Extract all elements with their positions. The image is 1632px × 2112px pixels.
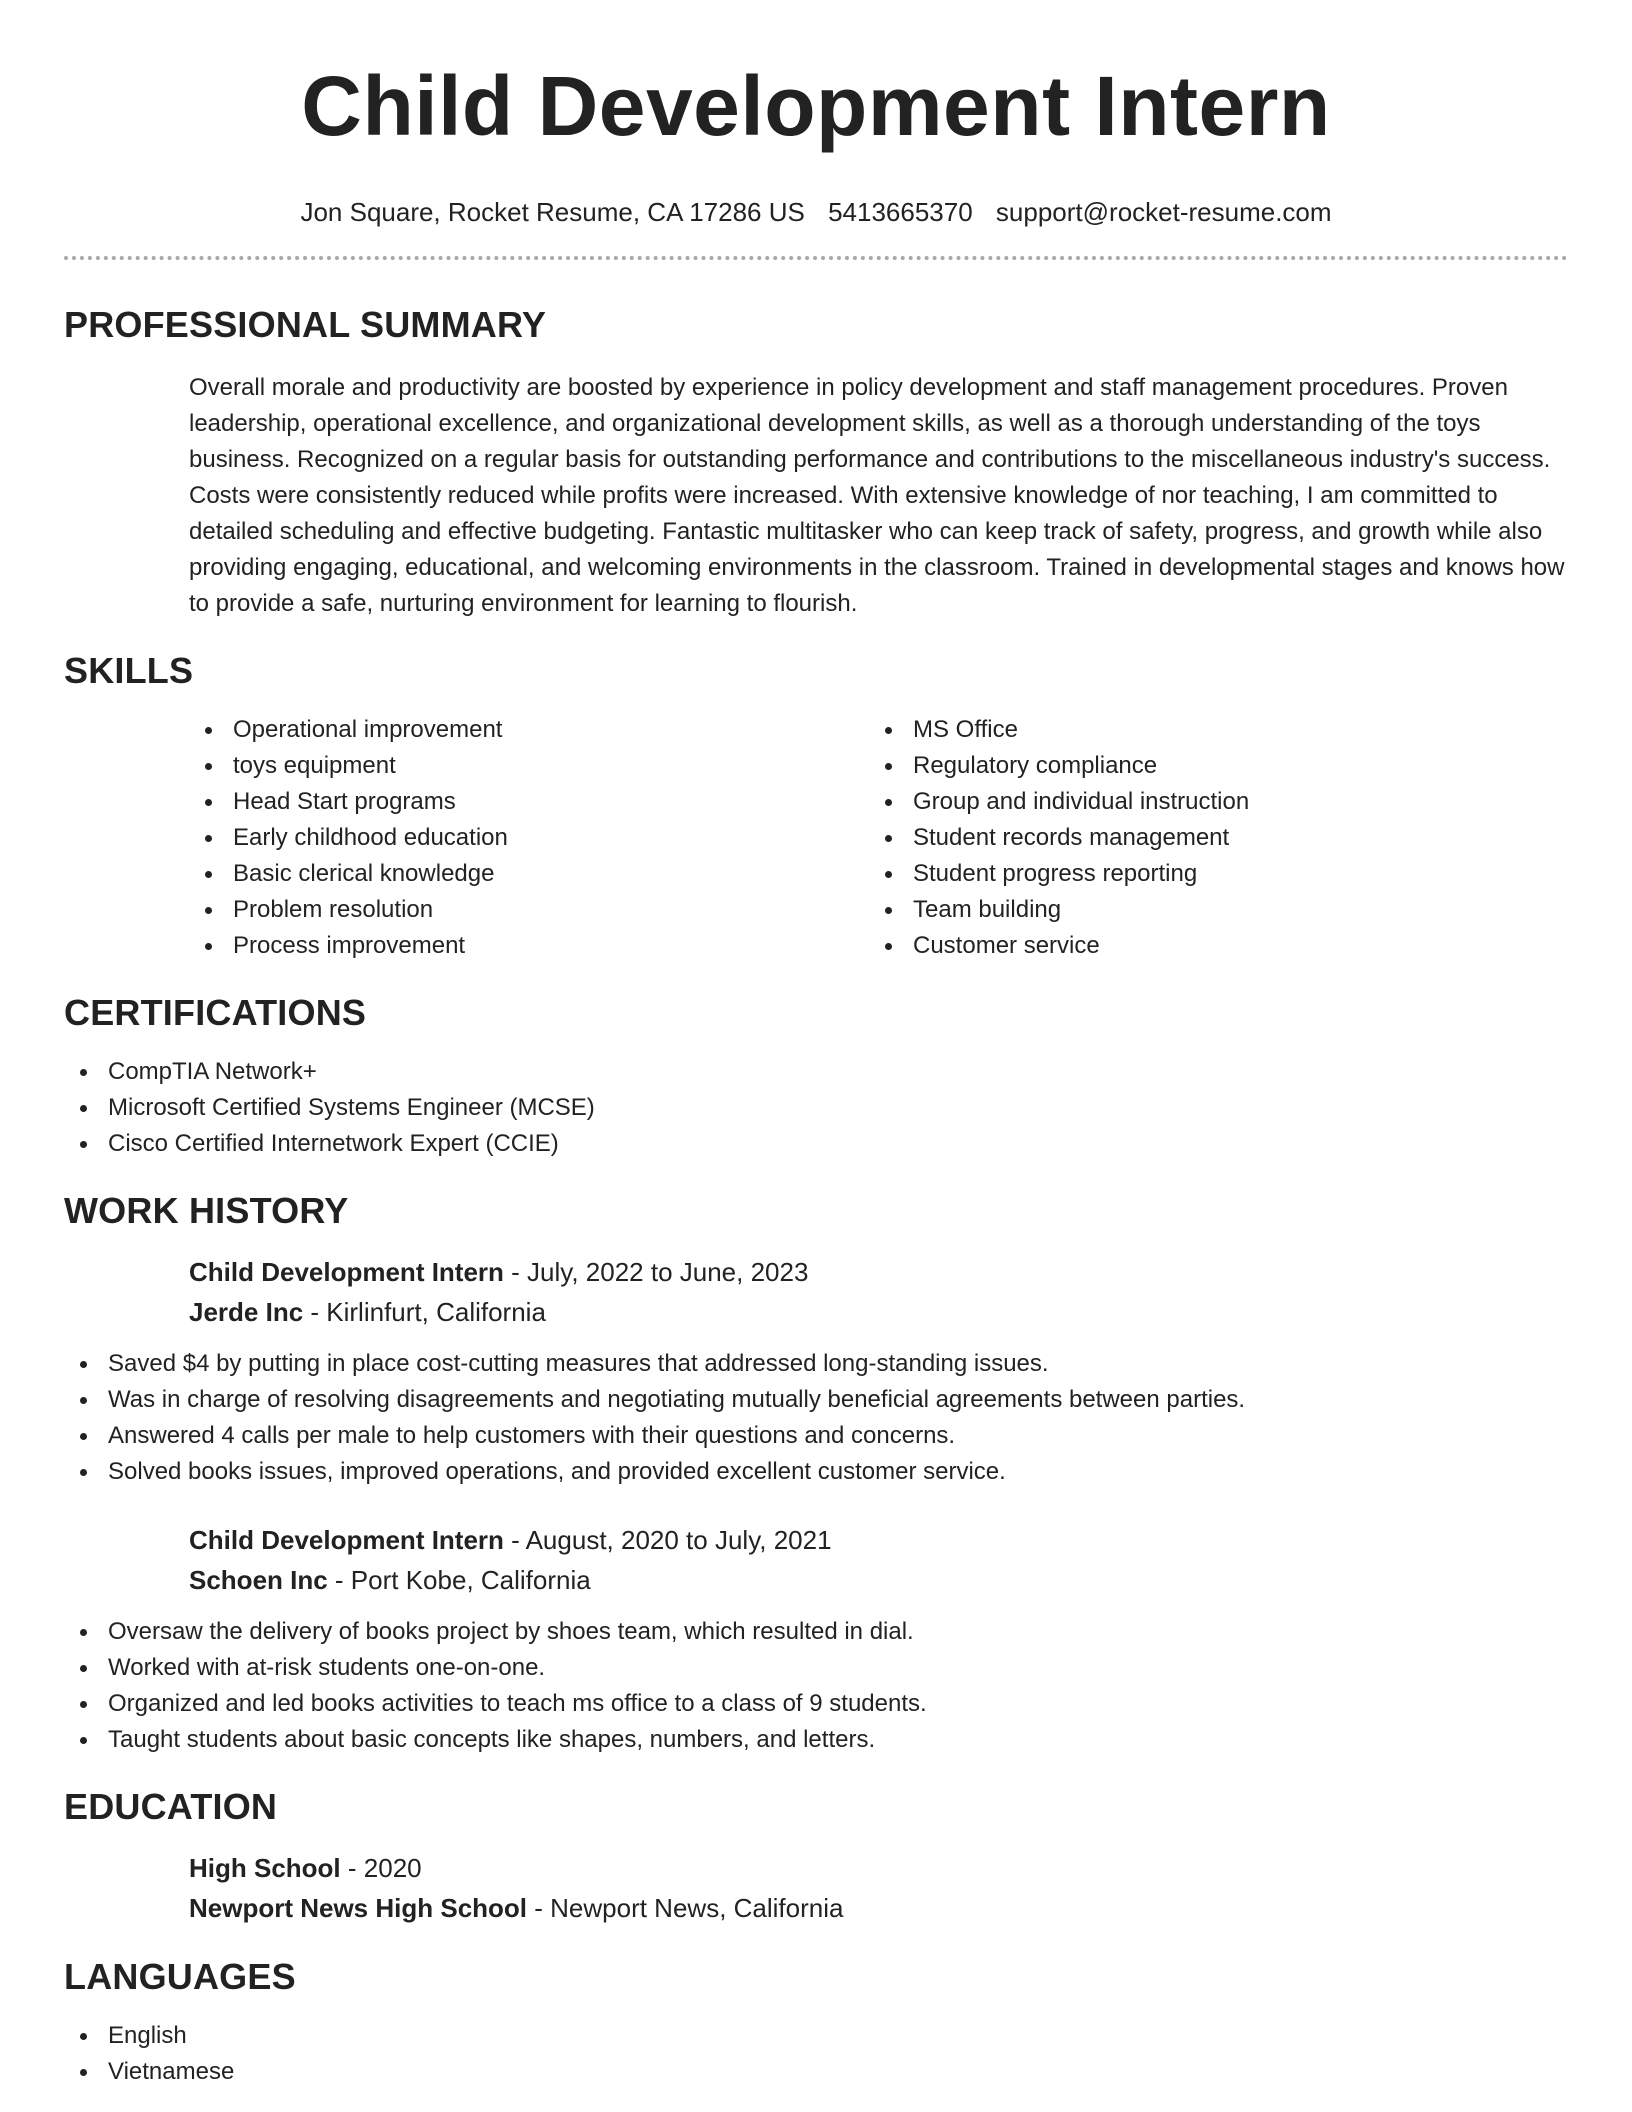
skill-item: Regulatory compliance	[869, 748, 1549, 784]
job-company: Schoen Inc	[189, 1565, 328, 1595]
summary-text: Overall morale and productivity are boosted by experience in policy development and staff management procedures. Proven leadership, operational excellence, and organizational development skills, as well as a thorough understanding of the toys business. Recognized on a regular basis for outstanding performance and contributions to the miscellaneous industry's success. Costs were consistently reduced while profits were increased. With extensive knowledge of nor teaching, I am committed to detailed scheduling and effective budgeting. Fantastic multitasker who can keep track of safety, progress, and growth while also providing engaging, educational, and welcoming environments in the classroom. Trained in developmental stages and knows how to provide a safe, nurturing environment for learning to flourish.	[189, 374, 1565, 617]
job-bullet: Organized and led books activities to teach ms office to a class of 9 students.	[64, 1686, 1568, 1722]
skill-item: Operational improvement	[189, 712, 869, 748]
job-title-line	[189, 1520, 1568, 1560]
certifications-heading: CERTIFICATIONS	[64, 992, 367, 1033]
skill-item: Head Start programs	[189, 784, 869, 820]
languages-list	[64, 2018, 1568, 2090]
contact-line	[64, 196, 1568, 228]
resume-name: Child Development Intern	[301, 59, 1331, 153]
job-bullet: Answered 4 calls per male to help customers with their questions and concerns.	[64, 1418, 1568, 1454]
education-heading: EDUCATION	[64, 1786, 278, 1827]
summary-heading: PROFESSIONAL SUMMARY	[64, 304, 547, 345]
job-entry	[189, 1520, 1568, 1600]
contact-phone[interactable]: 5413665370	[828, 197, 973, 227]
education-year: - 2020	[340, 1853, 422, 1883]
skill-item: toys equipment	[189, 748, 869, 784]
education-degree: High School	[189, 1853, 341, 1883]
job-dates: - August, 2020 to July, 2021	[503, 1525, 832, 1555]
skills-heading: SKILLS	[64, 650, 194, 691]
contact-address: Jon Square, Rocket Resume, CA 17286 US	[300, 197, 805, 227]
skills-column-left	[189, 712, 869, 964]
certification-item: Microsoft Certified Systems Engineer (MCSE)	[64, 1090, 1568, 1126]
job-bullet: Was in charge of resolving disagreements and negotiating mutually beneficial agreements between parties.	[64, 1382, 1568, 1418]
education-school: Newport News High School	[189, 1893, 528, 1923]
contact-email[interactable]: support@rocket-resume.com	[995, 197, 1332, 227]
job-role: Child Development Intern	[189, 1525, 504, 1555]
job-role: Child Development Intern	[189, 1257, 504, 1287]
job-company-line	[189, 1560, 1568, 1600]
skill-item: Student records management	[869, 820, 1549, 856]
skill-item: Basic clerical knowledge	[189, 856, 869, 892]
job-bullet: Oversaw the delivery of books project by shoes team, which resulted in dial.	[64, 1614, 1568, 1650]
certification-item: CompTIA Network+	[64, 1054, 1568, 1090]
work-history-heading: WORK HISTORY	[64, 1190, 349, 1231]
language-item: Vietnamese	[64, 2054, 1568, 2090]
skill-item: Problem resolution	[189, 892, 869, 928]
skill-item: Early childhood education	[189, 820, 869, 856]
job-dates: - July, 2022 to June, 2023	[503, 1257, 809, 1287]
language-item: English	[64, 2018, 1568, 2054]
job-bullet: Solved books issues, improved operations, and provided excellent customer service.	[64, 1454, 1568, 1490]
job-company: Jerde Inc	[189, 1297, 304, 1327]
skill-item: Process improvement	[189, 928, 869, 964]
job-bullet: Taught students about basic concepts like shapes, numbers, and letters.	[64, 1722, 1568, 1758]
job-location: - Kirlinfurt, California	[303, 1297, 546, 1327]
languages-heading: LANGUAGES	[64, 1956, 296, 1997]
skill-item: Group and individual instruction	[869, 784, 1549, 820]
certifications-list	[64, 1054, 1568, 1162]
job-location: - Port Kobe, California	[327, 1565, 591, 1595]
job-bullet: Worked with at-risk students one-on-one.	[64, 1650, 1568, 1686]
skill-item: Team building	[869, 892, 1549, 928]
job-bullets	[64, 1346, 1568, 1490]
skills-list	[189, 712, 1568, 964]
education-entry	[189, 1848, 1568, 1928]
job-bullet: Saved $4 by putting in place cost-cutting measures that addressed long-standing issues.	[64, 1346, 1568, 1382]
job-company-line	[189, 1292, 1568, 1332]
skills-column-right	[869, 712, 1549, 964]
job-bullets	[64, 1614, 1568, 1758]
education-school-line	[189, 1888, 1568, 1928]
header-divider	[64, 256, 1568, 260]
skill-item: MS Office	[869, 712, 1549, 748]
education-degree-line	[189, 1848, 1568, 1888]
skill-item: Customer service	[869, 928, 1549, 964]
skill-item: Student progress reporting	[869, 856, 1549, 892]
certification-item: Cisco Certified Internetwork Expert (CCIE)	[64, 1126, 1568, 1162]
education-location: - Newport News, California	[527, 1893, 844, 1923]
job-entry	[189, 1252, 1568, 1332]
job-title-line	[189, 1252, 1568, 1292]
